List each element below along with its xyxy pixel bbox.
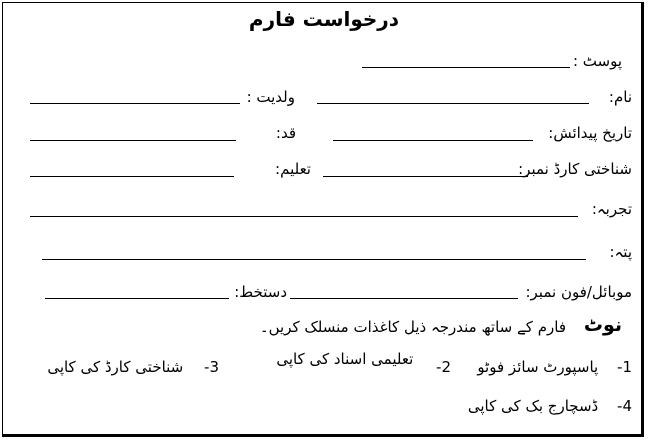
height-field[interactable] — [30, 140, 236, 141]
phone-label: موبائل/فون نمبر: — [525, 283, 632, 301]
post-label: پوسٹ : — [572, 52, 622, 70]
experience-label: تجربہ: — [591, 200, 632, 218]
document-text: تعلیمی اسناد کی کاپی — [276, 350, 414, 368]
height-label: قد: — [275, 124, 296, 142]
parentage-field[interactable] — [30, 103, 240, 104]
signature-field[interactable] — [45, 298, 229, 299]
address-field[interactable] — [42, 259, 586, 260]
document-number: 4- — [617, 397, 632, 415]
dob-field[interactable] — [333, 140, 533, 141]
phone-field[interactable] — [290, 298, 518, 299]
document-number: 1- — [617, 358, 632, 376]
form-title: درخواست فارم — [248, 7, 400, 31]
cnic-field[interactable] — [323, 176, 528, 177]
dob-label: تاریخ پیدائش: — [548, 124, 632, 142]
name-label: نام: — [608, 88, 632, 106]
address-label: پتہ: — [609, 243, 632, 261]
experience-field[interactable] — [30, 216, 578, 217]
document-item-2 — [276, 350, 451, 376]
document-number: 2- — [436, 358, 451, 376]
document-item-3 — [47, 358, 219, 376]
name-field[interactable] — [317, 103, 589, 104]
parentage-label: ولدیت : — [246, 88, 295, 106]
note-heading: نوٹ — [583, 314, 622, 336]
education-field[interactable] — [30, 176, 234, 177]
cnic-label: شناختی کارڈ نمبر: — [518, 160, 632, 178]
post-field[interactable] — [362, 67, 570, 68]
document-item-1 — [477, 358, 632, 376]
education-label: تعلیم: — [275, 160, 311, 178]
document-number: 3- — [204, 358, 219, 376]
document-text: شناختی کارڈ کی کاپی — [47, 358, 184, 376]
note-text: فارم کے ساتھ مندرجہ ذیل کاغذات منسلک کریں۔ — [259, 318, 566, 336]
document-text: پاسپورٹ سائز فوٹو — [477, 358, 599, 376]
signature-label: دستخط: — [234, 283, 287, 301]
document-item-4 — [468, 397, 632, 415]
document-text: ڈسچارج بک کی کاپی — [467, 397, 599, 415]
